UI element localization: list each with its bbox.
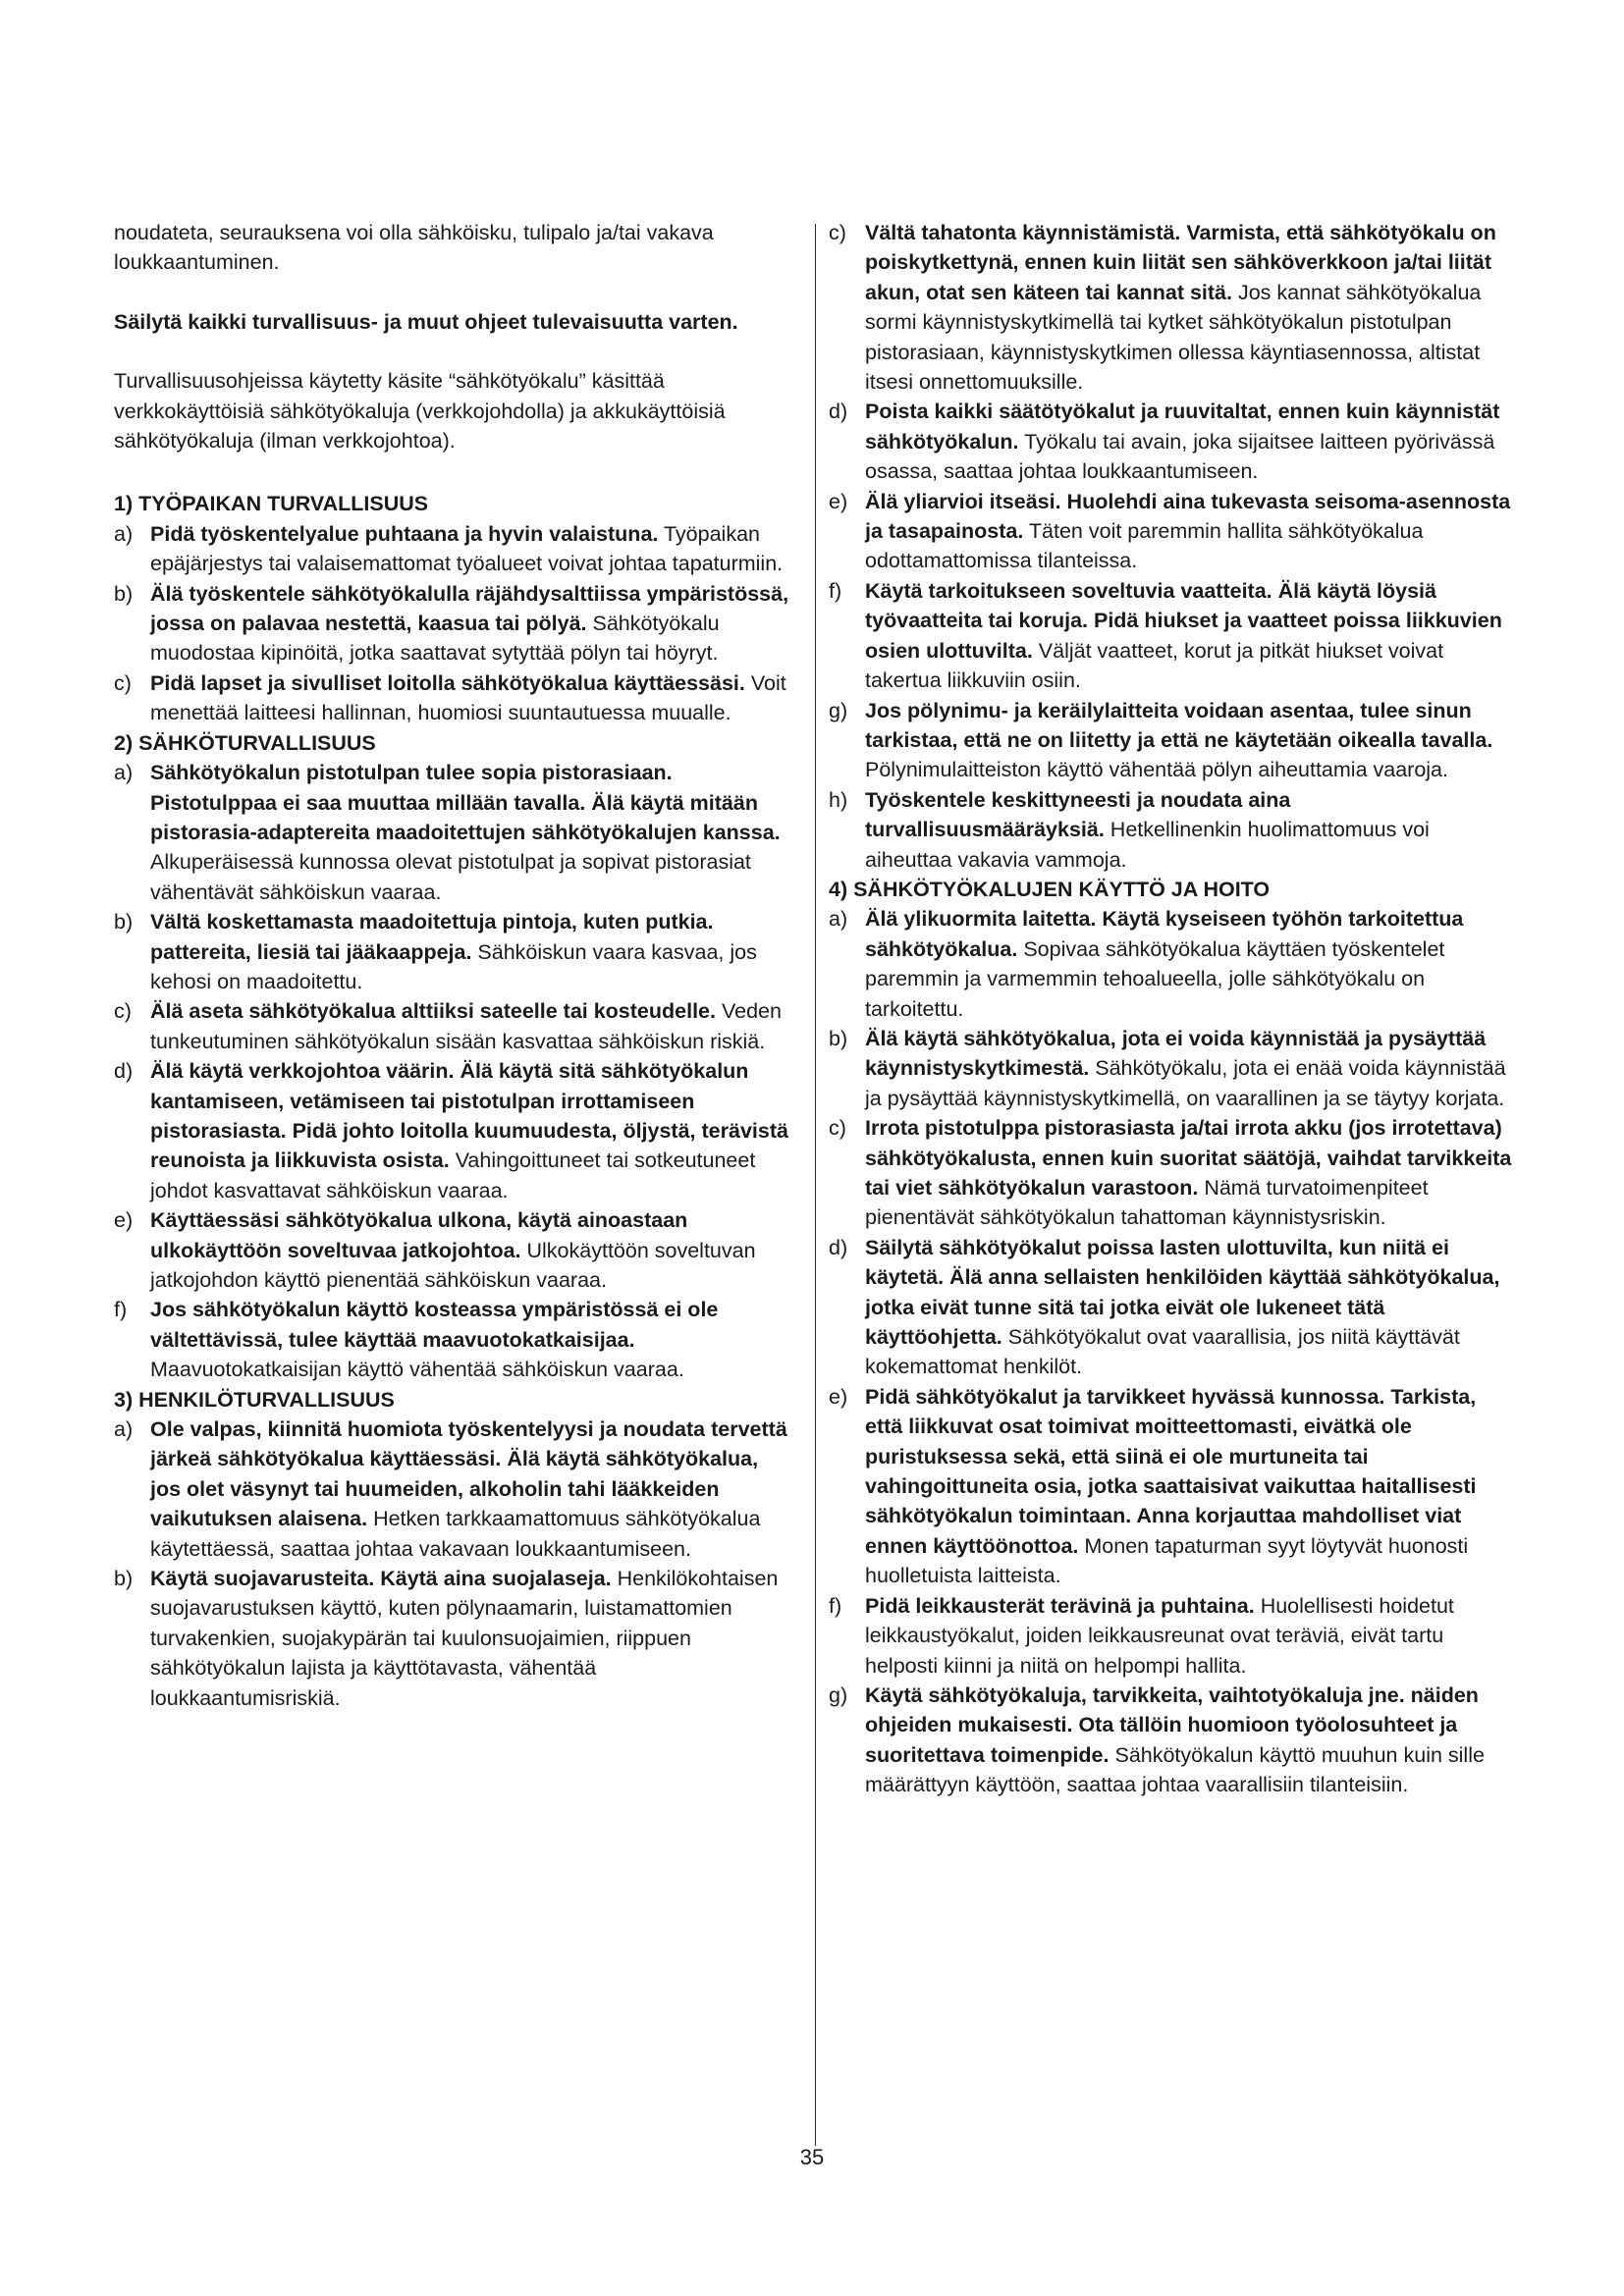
item-bold-text: Pidä työskentelyalue puhtaana ja hyvin valaistuna. [150,521,659,546]
item-bold-text: Vältä koskettamasta maadoitettuja pintoja, kuten putkia. pattereita, liesiä tai jääkaappeja. [150,910,714,964]
item-bold-text: Älä yliarvioi itseäsi. Huolehdi aina tukevasta seisoma-asennosta ja tasapainosta. [865,489,1511,544]
item-text: Sähköiskun vaara kasvaa, jos kehosi on maadoitettu. [150,939,757,993]
list-item [829,1591,1512,1681]
item-bold-text: Sähkötyökalun pistotulpan tulee sopia pistorasiaan. Pistotulppaa ei saa muuttaa millään tavalla. Älä käytä mitään pistorasia-adaptereita maadoitettujen sähkötyökalujen kanssa. [150,761,781,844]
item-text: Pölynimulaitteiston käyttö vähentää pölyn aiheuttamia vaaroja. [865,758,1448,782]
list-item [829,696,1512,785]
item-bold-text: Käytä suojavarusteita. Käytä aina suojalaseja. [150,1567,612,1591]
list-item [829,1382,1512,1591]
item-bold-text: Säilytä sähkötyökalut poissa lasten ulottuvilta, kun niitä ei käytetä. Älä anna sellaisten henkilöiden käyttää sähkötyökalua, jotka eivät tunne sitä tai jotka eivät ole lukeneet tätä käyttöohjetta. [865,1235,1500,1350]
item-label: b) [829,1026,848,1050]
section-2-heading: 2) SÄHKÖTURVALLISUUS [114,730,376,755]
item-text: Sopivaa sähkötyökalua käyttäen työskentelet paremmin ja varmemmin tehoalueella, jolle sähkötyökalu on tarkoitettu. [865,936,1445,1021]
section-4-heading: 4) SÄHKÖTYÖKALUJEN KÄYTTÖ JA HOITO [829,877,1271,901]
item-bold-text: Jos pölynimu- ja keräilylaitteita voidaan asentaa, tulee sinun tarkistaa, että ne on liitetty ja että ne käytetään oikealla tavalla. [865,698,1493,752]
item-bold-text: Pidä leikkausterät terävinä ja puhtaina. [865,1593,1255,1618]
list-item [829,487,1512,576]
item-label: d) [829,400,848,424]
list-item [114,1415,791,1564]
item-label: f) [114,1298,128,1322]
item-label: c) [829,221,846,244]
item-label: e) [114,1208,134,1233]
item-label: g) [829,1682,848,1707]
item-bold-text: Ole valpas, kiinnitä huomiota työskentelyysi ja noudata tervettä järkeä sähkötyökalua käyttäessäsi. Älä käytä sähkötyökalua, jos olet väsynyt tai huumeiden, alkoholin tahi lääkkeiden vaikutuksen alaisena. [150,1417,787,1531]
item-bold-text: Pidä lapset ja sivulliset loitolla sähkötyökalua käyttäessäsi. [150,670,745,695]
item-text: Sähkötyökalu, jota ei enää voida käynnistää ja pysäyttää käynnistyskytkimellä, on vaarallinen ja se täytyy korjata. [865,1056,1506,1110]
item-text: Henkilökohtaisen suojavarustuksen käyttö, kuten pölynaamarin, luistamattomien turvakenkien, suojakypärän tai kuulonsuojaimien, riippuen sähkötyökalun lajista ja käyttötavasta, vähentää loukkaantumisriskiä. [150,1567,779,1710]
column-divider [815,224,816,2146]
item-text: Ulkokäyttöön soveltuvan jatkojohdon käyttö pienentää sähköiskun vaaraa. [150,1238,756,1292]
item-label: h) [829,787,848,812]
section-1-heading: 1) TYÖPAIKAN TURVALLISUUS [114,492,429,516]
item-text: Alkuperäisessä kunnossa olevat pistotulpat ja sopivat pistorasiat vähentävät sähköiskun vaaraa. [150,850,751,904]
item-bold-text: Älä aseta sähkötyökalua alttiiksi sateelle tai kosteudelle. [150,999,716,1024]
list-item [829,576,1512,696]
item-label: g) [829,698,848,722]
item-bold-text: Älä työskentele sähkötyökalulla räjähdysalttiissa ympäristössä, jossa on palavaa nestettä, kaasua tai pölyä. [150,581,789,636]
item-text: Maavuotokatkaisijan käyttö vähentää sähköiskun vaaraa. [150,1358,684,1382]
item-text: Voit menettää laitteesi hallinnan, huomiosi suuntautuessa muualle. [150,670,786,725]
item-label: f) [829,1593,842,1618]
item-text: Jos kannat sähkötyökalua sormi käynnistyskytkimellä tai kytket sähkötyökalun pistotulpan pistorasiaan, käynnistyskytkimen ollessa käyntiasennossa, altistat itsesi onnettomuuksille. [865,280,1482,395]
item-label: c) [114,670,132,695]
item-label: c) [829,1116,846,1141]
item-text: Sähkötyökalu muodostaa kipinöitä, jotka saattavat sytyttää pölyn tai höyryt. [150,612,720,666]
list-item [114,996,791,1056]
list-item [829,904,1512,1024]
item-text: Vahingoittuneet tai sotkeutuneet johdot kasvattavat sähköiskun vaaraa. [150,1148,756,1202]
item-bold-text: Irrota pistotulppa pistorasiasta ja/tai irrota akku (jos irrotettava) sähkötyökalusta, ennen kuin suoritat säätöjä, vaihdat tarvikkeita tai viet sähkötyökalun varastoon. [865,1116,1512,1200]
list-item [829,1681,1512,1800]
item-label: a) [829,907,848,932]
section-3-heading: 3) HENKILÖTURVALLISUUS [114,1387,395,1412]
item-text: Väljät vaatteet, korut ja pitkät hiukset voivat takertua liikkuviin osiin. [865,638,1444,693]
item-bold-text: Älä käytä verkkojohtoa väärin. Älä käytä sitä sähkötyökalun kantamiseen, vetämiseen tai pistotulpan irrottamiseen pistorasiasta. Pidä johto loitolla kuumuudesta, öljystä, terävistä reunoista ja liikkuvista osista. [150,1059,788,1173]
right-column [829,218,1512,1800]
intro-paragraph: noudateta, seurauksena voi olla sähköisku, tulipalo ja/tai vakava loukkaantuminen. [114,221,714,275]
item-text: Sähkötyökalut ovat vaarallisia, jos niitä käyttävät kokemattomat henkilöt. [865,1325,1460,1379]
item-label: d) [114,1059,134,1084]
list-item [114,758,791,907]
item-text: Monen tapaturman syyt löytyvät huonosti huolletuista laitteista. [865,1533,1469,1588]
item-text: Sähkötyökalun käyttö muuhun kuin sille määrättyyn käyttöön, saattaa johtaa vaarallisiin tilanteisiin. [865,1742,1485,1797]
item-label: a) [114,521,134,546]
item-bold-text: Käytä tarkoitukseen soveltuvia vaatteita. Älä käytä löysiä työvaatteita tai koruja. Pidä hiukset ja vaatteet poissa liikkuvien osien ulottuvilta. [865,578,1502,663]
item-bold-text: Älä ylikuormita laitetta. Käytä kyseiseen työhön tarkoitettua sähkötyökalua. [865,907,1464,961]
list-item [114,1056,791,1205]
item-label: e) [829,1384,848,1409]
item-text: Veden tunkeutuminen sähkötyökalun sisään kasvattaa sähköiskun riskiä. [150,999,782,1053]
list-item [829,218,1512,397]
list-item [829,397,1512,486]
item-label: a) [114,761,134,785]
list-item [114,1295,791,1384]
item-bold-text: Pidä sähkötyökalut ja tarvikkeet hyvässä kunnossa. Tarkista, että liikkuvat osat toimivat moitteettomasti, eivätkä ole puristuksessa sekä, että siinä ei ole murtuneita tai vahingoittuneita osia, jotka saattaisivat vaikuttaa haitallisesti sähkötyökalun toimintaan. Anna korjauttaa mahdolliset viat ennen käyttöönottoa. [865,1384,1477,1558]
definition-paragraph: Turvallisuusohjeissa käytetty käsite “sähkötyökalu” käsittää verkkokäyttöisiä sähkötyökaluja (verkkojohdolla) ja akkukäyttöisiä sähkötyökaluja (ilman verkkojohtoa). [114,369,726,454]
item-label: b) [114,1567,134,1591]
list-item [114,1205,791,1295]
keep-instructions-notice: Säilytä kaikki turvallisuus- ja muut ohjeet tulevaisuutta varten. [114,309,738,334]
item-label: b) [114,581,134,606]
item-text: Työkalu tai avain, joka sijaitsee laitteen pyörivässä osassa, saattaa johtaa loukkaantumiseen. [865,429,1495,484]
list-item [829,1024,1512,1113]
item-text: Huolellisesti hoidetut leikkaustyökalut, joiden leikkausreunat ovat teräviä, eivät tartu helposti kiinni ja niitä on helpompi hallita. [865,1593,1454,1678]
list-item [829,1233,1512,1382]
item-label: b) [114,910,134,934]
item-text: Hetken tarkkaamattomuus sähkötyökalua käytettäessä, saattaa johtaa vakavaan loukkaantumiseen. [150,1507,761,1561]
item-text: Työpaikan epäjärjestys tai valaisemattomat työalueet voivat johtaa tapaturmiin. [150,521,784,576]
list-item [829,785,1512,875]
item-label: a) [114,1417,134,1442]
item-label: f) [829,578,842,603]
item-label: e) [829,489,848,513]
left-column [114,218,791,1713]
list-item [114,519,791,579]
item-bold-text: Jos sähkötyökalun käyttö kosteassa ympäristössä ei ole vältettävissä, tulee käyttää maavuotokatkaisijaa. [150,1298,719,1352]
item-bold-text: Työskentele keskittyneesti ja noudata aina turvallisuusmääräyksiä. [865,787,1291,842]
item-text: Nämä turvatoimenpiteet pienentävät sähkötyökalun tahattoman käynnistysriskin. [865,1176,1429,1230]
item-label: c) [114,999,132,1024]
list-item [114,579,791,668]
list-item [829,1113,1512,1233]
item-bold-text: Käytä sähkötyökaluja, tarvikkeita, vaihtotyökaluja jne. näiden ohjeiden mukaisesti. Ota tällöin huomioon työolosuhteet ja suoritettava toimenpide. [865,1682,1479,1767]
item-label: d) [829,1235,848,1259]
item-bold-text: Vältä tahatonta käynnistämistä. Varmista, että sähkötyökalu on poiskytkettynä, ennen kuin liität sen sähköverkkoon ja/tai liität akun, otat sen käteen tai kannat sitä. [865,221,1496,304]
item-bold-text: Käyttäessäsi sähkötyökalua ulkona, käytä ainoastaan ulkokäyttöön soveltuvaa jatkojohtoa. [150,1208,688,1262]
list-item [114,1564,791,1713]
list-item [114,907,791,996]
item-text: Täten voit paremmin hallita sähkötyökalua odottamattomissa tilanteissa. [865,519,1424,573]
list-item [114,668,791,728]
item-bold-text: Poista kaikki säätötyökalut ja ruuvitaltat, ennen kuin käynnistät sähkötyökalun. [865,400,1500,454]
page-number: 35 [799,2145,825,2169]
item-text: Hetkellinenkin huolimattomuus voi aiheuttaa vakavia vammoja. [865,818,1430,872]
item-bold-text: Älä käytä sähkötyökalua, jota ei voida käynnistää ja pysäyttää käynnistyskytkimestä. [865,1026,1487,1081]
